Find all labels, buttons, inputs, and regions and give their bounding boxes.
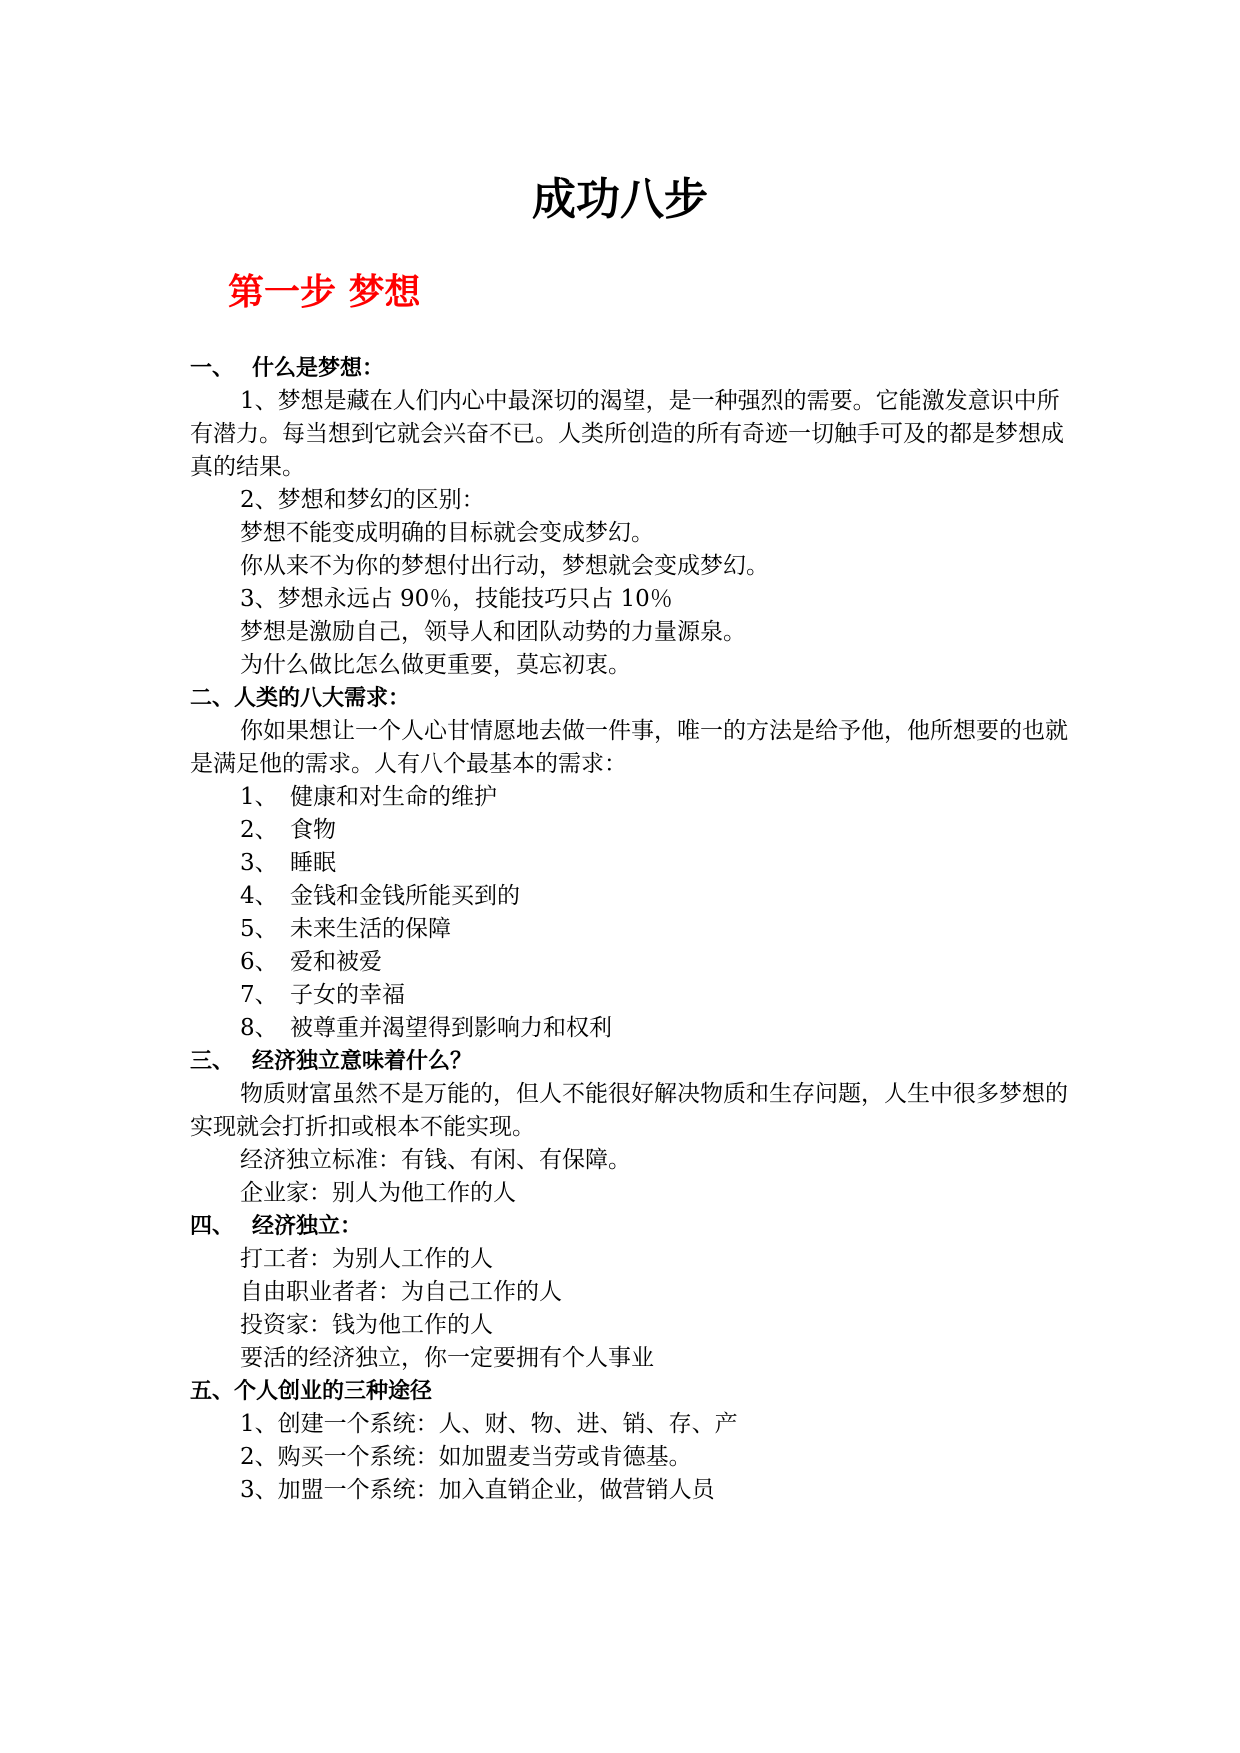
list-item xyxy=(190,880,1070,913)
section-5-line-3: 3、加盟一个系统：加入直销企业，做营销人员 xyxy=(240,1477,715,1503)
section-1-line-5: 3、梦想永远占 90％，技能技巧只占 10％ xyxy=(240,586,673,612)
list-item-text: 被尊重并渴望得到影响力和权利 xyxy=(290,1015,612,1041)
list-item xyxy=(190,814,1070,847)
section-5-line-2: 2、购买一个系统：如加盟麦当劳或肯德基。 xyxy=(240,1444,692,1470)
section-3-paragraph: 物质财富虽然不是万能的，但人不能很好解决物质和生存问题，人生中很多梦想的实现就会打折扣或根本不能实现。 xyxy=(190,1081,1068,1140)
list-item-number: 6、 xyxy=(240,949,278,975)
list-item xyxy=(190,979,1070,1012)
section-1-line-2: 2、梦想和梦幻的区别： xyxy=(240,487,485,513)
section-4-line-1: 打工者：为别人工作的人 xyxy=(240,1246,493,1272)
section-2-heading: 二、人类的八大需求： xyxy=(190,686,411,711)
section-2-paragraph: 你如果想让一个人心甘情愿地去做一件事，唯一的方法是给予他，他所想要的也就是满足他的需求。人有八个最基本的需求： xyxy=(190,718,1068,777)
list-item-number: 5、 xyxy=(240,916,278,942)
list-item xyxy=(190,1012,1070,1045)
list-item-number: 7、 xyxy=(240,982,278,1008)
section-3-line-3: 企业家：别人为他工作的人 xyxy=(240,1180,516,1206)
list-item-number: 2、 xyxy=(240,817,278,843)
document-body xyxy=(190,352,1070,1507)
list-item-text: 未来生活的保障 xyxy=(290,916,451,942)
list-item-text: 子女的幸福 xyxy=(290,982,405,1008)
section-1-heading xyxy=(190,352,1070,385)
list-item-text: 金钱和金钱所能买到的 xyxy=(290,883,520,909)
section-1-line-4: 你从来不为你的梦想付出行动，梦想就会变成梦幻。 xyxy=(240,553,769,579)
section-4-line-4: 要活的经济独立，你一定要拥有个人事业 xyxy=(240,1345,654,1371)
list-item-number: 4、 xyxy=(240,883,278,909)
section-1-number: 一、 xyxy=(190,356,235,381)
list-item-text: 睡眠 xyxy=(290,850,336,876)
section-4-number: 四、 xyxy=(190,1214,235,1239)
list-item-number: 3、 xyxy=(240,850,278,876)
section-3-heading xyxy=(190,1045,1070,1078)
section-5-line-1: 1、创建一个系统：人、财、物、进、销、存、产 xyxy=(240,1411,738,1437)
document-title: 成功八步 xyxy=(532,174,708,225)
section-1-line-6: 梦想是激励自己，领导人和团队动势的力量源泉。 xyxy=(240,619,746,645)
section-4-line-3: 投资家：钱为他工作的人 xyxy=(240,1312,493,1338)
section-5-heading: 五、个人创业的三种途径 xyxy=(190,1379,433,1404)
section-4-title: 经济独立： xyxy=(252,1214,363,1239)
list-item-text: 健康和对生命的维护 xyxy=(290,784,497,810)
section-1-title: 什么是梦想： xyxy=(252,356,385,381)
step-heading: 第一步 梦想 xyxy=(228,272,421,313)
list-item xyxy=(190,781,1070,814)
section-4-line-2: 自由职业者者：为自己工作的人 xyxy=(240,1279,562,1305)
section-4-heading xyxy=(190,1210,1070,1243)
list-item xyxy=(190,946,1070,979)
section-1-paragraph: 1、梦想是藏在人们内心中最深切的渴望，是一种强烈的需要。它能激发意识中所有潜力。每当想到它就会兴奋不已。人类所创造的所有奇迹一切触手可及的都是梦想成真的结果。 xyxy=(190,388,1064,480)
list-item xyxy=(190,847,1070,880)
list-item-number: 8、 xyxy=(240,1015,278,1041)
section-3-line-2: 经济独立标准：有钱、有闲、有保障。 xyxy=(240,1147,631,1173)
list-item-text: 爱和被爱 xyxy=(290,949,382,975)
list-item-text: 食物 xyxy=(290,817,336,843)
section-1-line-3: 梦想不能变成明确的目标就会变成梦幻。 xyxy=(240,520,654,546)
section-3-title: 经济独立意味着什么？ xyxy=(252,1049,473,1074)
list-item xyxy=(190,913,1070,946)
section-1-line-7: 为什么做比怎么做更重要，莫忘初衷。 xyxy=(240,652,631,678)
list-item-number: 1、 xyxy=(240,784,278,810)
section-3-number: 三、 xyxy=(190,1049,235,1074)
